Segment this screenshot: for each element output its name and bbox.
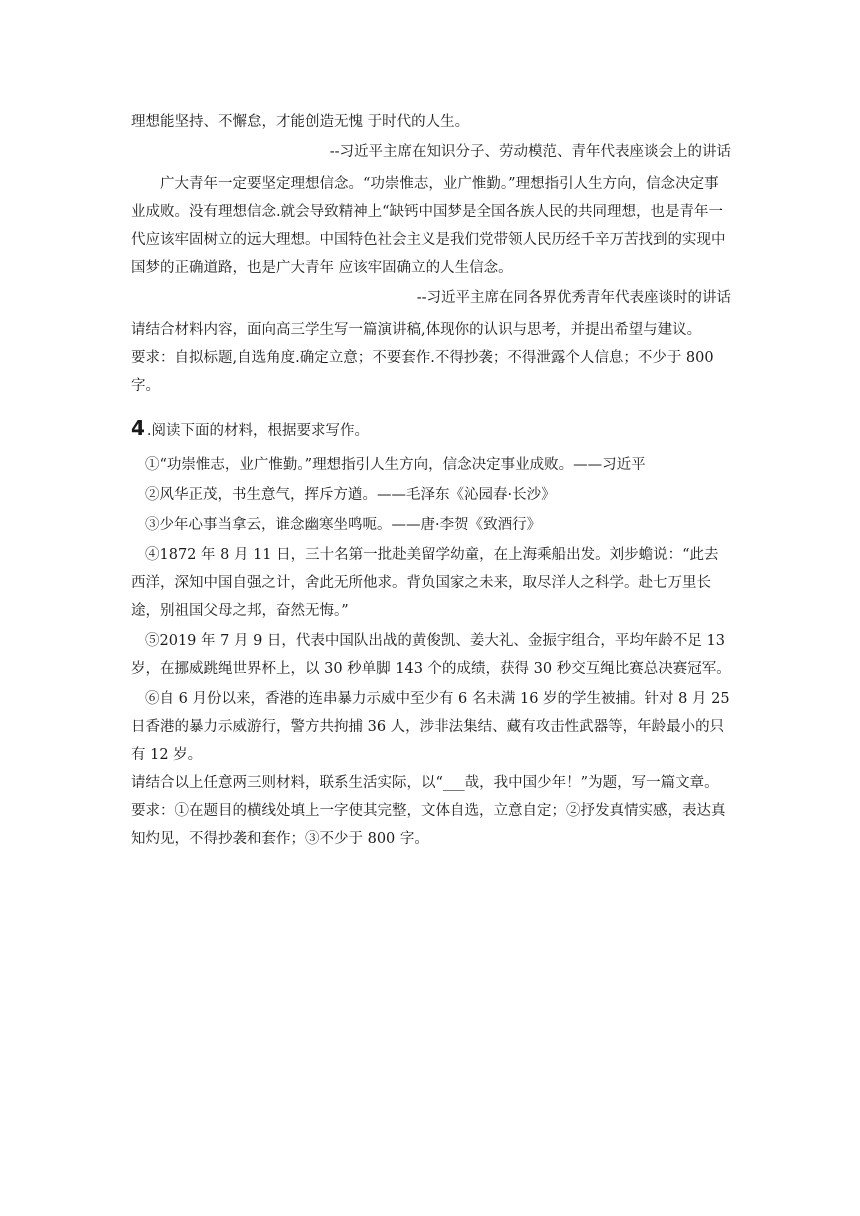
material-line-top: 理想能坚持、不懈怠，才能创造无愧 于时代的人生。 [131,114,470,130]
material-item-4: ④1872 年 8 月 11 日，三十名第一批赴美留学幼童，在上海乘船出发。刘步蟾说：“此去西洋，深知中国自强之计，舍此无所他求。背负国家之未来，取尽洋人之科学。赴七万里长途，别祖国父母之邦，奋然无悔。” [131,547,719,619]
writing-task-3: 请结合材料内容，面向高三学生写一篇演讲稿,体现你的认识与思考，并提出希望与建议。 [131,322,702,338]
material-item-5: ⑤2019 年 7 月 9 日，代表中国队出战的黄俊凯、姜大礼、金振宇组合，平均年龄不足 13 岁，在挪威跳绳世界杯上，以 30 秒单脚 143 个的成绩，获得 30 秒交互绳比赛总决赛冠军。 [131,633,731,677]
writing-requirement-4: 要求：①在题目的横线处填上一字使其完整，文体自选，立意自定；②抒发真情实感，表达真知灼见，不得抄袭和套作；③不少于 800 字。 [131,803,726,847]
question-number: 4 [131,416,145,440]
writing-requirement-3: 要求：自拟标题,自选角度.确定立意；不要套作.不得抄袭；不得泄露个人信息；不少于 800 字。 [131,350,714,394]
material-item-6: ⑥自 6 月份以来，香港的连串暴力示威中至少有 6 名未满 16 岁的学生被捕。针对 8 月 25 日香港的暴力示威游行，警方共拘捕 36 人，涉非法集结、藏有攻击性武器等，年龄最小的只有 12 岁。 [131,691,730,763]
quote-source-1: --习近平主席在知识分子、劳动模范、青年代表座谈会上的讲话 [329,144,731,160]
material-item-3: ③少年心事当拿云，谁念幽寒坐鸣呃。——唐·李贺《致酒行》 [145,517,542,533]
question-title: .阅读下面的材料，根据要求写作。 [146,423,370,439]
material-item-1: ①“功崇惟志，业广惟勤。”理想指引人生方向，信念决定事业成败。——习近平 [145,457,646,473]
document-body [131,108,731,853]
question-4-heading [131,414,731,445]
quote-source-2: --习近平主席在同各界优秀青年代表座谈时的讲话 [416,290,731,306]
material-item-2: ②风华正茂，书生意气，挥斥方遒。——毛泽东《沁园春·长沙》 [145,487,556,503]
material-paragraph: 广大青年一定要坚定理想信念。“功崇惟志，业广惟勤。”理想指引人生方向，信念决定事业成败。没有理想信念.就会导致精神上“缺钙中国梦是全国各族人民的共同理想，也是青年一代应该牢固树立的远大理想。中国特色社会主义是我们党带领人民历经千辛万苦找到的实现中国梦的正确道路，也是广大青年 应该牢固确立的人生信念。 [131,176,726,276]
writing-task-4: 请结合以上任意两三则材料，联系生活实际，以“___哉，我中国少年！”为题，写一篇文章。 [131,775,719,791]
